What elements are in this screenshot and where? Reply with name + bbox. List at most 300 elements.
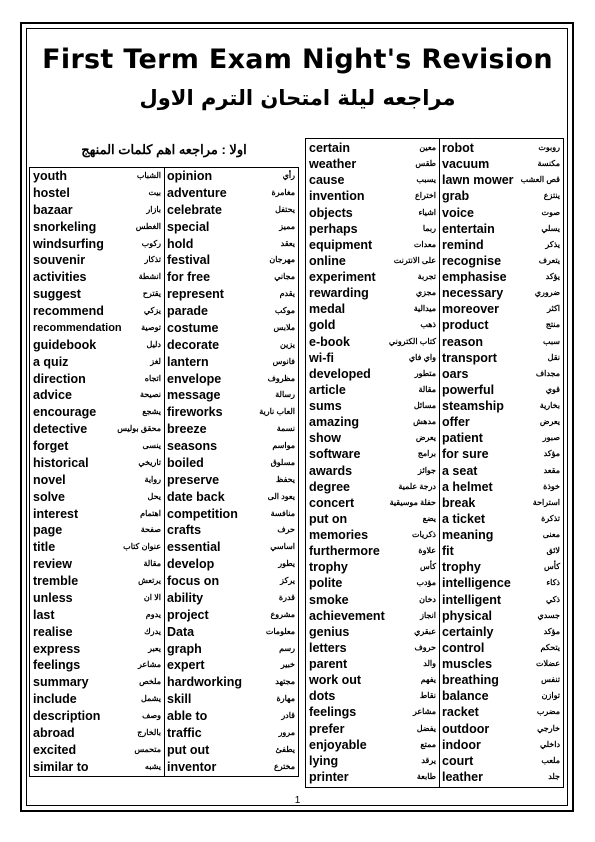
vocab-row — [440, 205, 562, 221]
vocab-row — [165, 607, 297, 624]
arabic-meaning: حروف — [414, 642, 436, 652]
vocab-row — [31, 438, 163, 455]
vocab-row — [440, 446, 562, 462]
arabic-meaning: يفضل — [416, 723, 436, 733]
english-word: certainly — [442, 624, 494, 639]
arabic-meaning: جلد — [548, 771, 560, 781]
vocab-row — [440, 479, 562, 495]
arabic-meaning: على الانترنت — [393, 255, 436, 265]
english-word: dots — [309, 689, 336, 704]
english-word: grab — [442, 189, 470, 204]
english-word: recommendation — [33, 321, 122, 334]
english-word: ability — [167, 590, 204, 605]
english-word: youth — [33, 169, 68, 183]
english-word: summary — [33, 675, 89, 690]
english-word: similar to — [33, 759, 89, 774]
vocab-row — [440, 608, 562, 624]
english-word: genius — [309, 624, 350, 639]
vocab-row — [165, 708, 297, 725]
vocab-row — [165, 438, 297, 455]
vocab-row — [165, 641, 297, 658]
vocab-row — [31, 657, 163, 674]
arabic-meaning: تذكرة — [541, 513, 560, 523]
english-word: awards — [309, 463, 353, 478]
arabic-meaning: درجة علمية — [398, 481, 436, 491]
vocab-row — [31, 421, 163, 438]
vocab-row — [440, 269, 562, 285]
vocab-row — [31, 168, 163, 185]
arabic-meaning: يشمل — [140, 694, 161, 704]
vocab-row — [165, 168, 297, 185]
vocab-row — [307, 430, 438, 446]
arabic-meaning: ملعب — [541, 755, 560, 765]
english-word: decorate — [167, 337, 220, 352]
vocab-row — [31, 404, 163, 421]
vocab-row — [165, 539, 297, 556]
vocab-row — [307, 317, 438, 333]
arabic-meaning: موكب — [274, 306, 295, 315]
english-word: equipment — [309, 237, 373, 252]
vocab-row — [31, 472, 163, 489]
english-word: envelope — [167, 371, 222, 386]
vocab-row — [31, 236, 163, 253]
english-word: outdoor — [442, 721, 490, 736]
arabic-meaning: ركوب — [141, 238, 161, 248]
arabic-meaning: لغز — [150, 356, 161, 366]
arabic-meaning: توازن — [541, 691, 560, 701]
english-word: certain — [309, 141, 350, 155]
english-word: title — [33, 540, 56, 555]
english-word: represent — [167, 287, 224, 302]
vocab-row — [307, 237, 438, 253]
arabic-meaning: رأي — [282, 171, 295, 180]
english-word: feelings — [33, 658, 81, 673]
vocab-row — [31, 269, 163, 286]
arabic-meaning: يشجع — [142, 407, 161, 417]
english-word: invention — [309, 189, 365, 204]
vocab-column-3 — [307, 140, 438, 785]
english-word: degree — [309, 479, 350, 494]
arabic-meaning: ينسى — [142, 441, 161, 450]
arabic-meaning: يعبر — [148, 643, 161, 653]
section-heading: اولا : مراجعه اهم كلمات المنهج — [81, 142, 247, 157]
arabic-meaning: يطور — [278, 559, 295, 569]
english-word: printer — [309, 769, 349, 784]
vocab-row — [307, 414, 438, 430]
vocab-row — [307, 366, 438, 382]
vocab-row — [31, 624, 163, 641]
arabic-meaning: بخارية — [539, 401, 560, 410]
arabic-meaning: يشبه — [144, 761, 161, 771]
arabic-meaning: يزكي — [143, 306, 161, 315]
arabic-meaning: يركز — [280, 576, 295, 585]
arabic-meaning: خبير — [280, 660, 295, 670]
english-word: novel — [33, 472, 66, 487]
vocab-column-2 — [165, 168, 297, 776]
arabic-meaning: يفهم — [420, 675, 436, 685]
arabic-meaning: وصف — [142, 711, 161, 720]
english-word: date back — [167, 489, 225, 504]
arabic-meaning: اتجاه — [144, 373, 161, 383]
vocab-row — [165, 219, 297, 236]
english-word: a helmet — [442, 479, 493, 494]
arabic-meaning: يدوم — [145, 609, 161, 619]
arabic-meaning: قوي — [545, 384, 560, 394]
english-word: achievement — [309, 608, 385, 623]
english-word: detective — [33, 422, 88, 437]
vocab-row — [307, 140, 438, 156]
arabic-meaning: مهرجان — [269, 255, 295, 265]
english-word: project — [167, 607, 209, 622]
arabic-meaning: معين — [419, 143, 436, 152]
vocab-row — [31, 303, 163, 320]
vocab-row — [307, 511, 438, 527]
vocab-row — [165, 691, 297, 708]
vocab-row — [165, 489, 297, 506]
vocab-row — [307, 350, 438, 366]
arabic-meaning: رسالة — [275, 390, 295, 400]
arabic-meaning: مؤكد — [543, 449, 560, 459]
english-word: message — [167, 388, 221, 403]
arabic-meaning: رسم — [279, 643, 295, 653]
english-word: work out — [309, 673, 362, 688]
vocab-row — [31, 286, 163, 303]
arabic-meaning: مجاني — [274, 272, 295, 282]
vocab-row — [165, 624, 297, 641]
arabic-meaning: معنى — [542, 530, 560, 539]
arabic-meaning: يعرض — [415, 433, 436, 443]
arabic-meaning: ذكريات — [412, 530, 436, 539]
vocab-row — [165, 522, 297, 539]
vocab-row — [307, 575, 438, 591]
english-word: entertain — [442, 221, 495, 236]
english-word: hostel — [33, 185, 70, 200]
arabic-meaning: دخان — [419, 594, 436, 604]
arabic-meaning: مجزي — [415, 288, 436, 298]
english-word: lying — [309, 753, 339, 768]
vocab-row — [307, 463, 438, 479]
arabic-meaning: طابعة — [416, 771, 436, 781]
arabic-meaning: مميز — [279, 221, 295, 231]
arabic-meaning: نقل — [547, 352, 560, 362]
arabic-meaning: جوائز — [418, 465, 436, 475]
vocab-row — [440, 253, 562, 269]
vocab-row — [31, 320, 163, 337]
english-word: guidebook — [33, 337, 97, 352]
arabic-meaning: يزين — [280, 339, 295, 349]
vocab-row — [307, 592, 438, 608]
vocab-row — [165, 759, 297, 776]
english-word: furthermore — [309, 544, 380, 559]
english-word: control — [442, 640, 485, 655]
vocab-row — [31, 252, 163, 269]
arabic-meaning: بالخارج — [137, 727, 161, 737]
arabic-meaning: منافسة — [270, 508, 295, 518]
english-word: realise — [33, 624, 73, 639]
vocab-row — [440, 495, 562, 511]
english-word: trophy — [309, 560, 348, 575]
english-word: breathing — [442, 673, 499, 688]
arabic-meaning: يسبب — [416, 175, 436, 185]
english-word: show — [309, 431, 341, 446]
vocab-row — [440, 672, 562, 688]
page-number: 1 — [294, 795, 301, 806]
vocab-column-4 — [440, 140, 562, 785]
arabic-meaning: قص العشب — [520, 175, 560, 185]
arabic-meaning: خارجي — [537, 723, 560, 733]
vocab-row — [31, 674, 163, 691]
english-word: crafts — [167, 523, 202, 538]
vocab-row — [440, 592, 562, 608]
vocab-row — [31, 742, 163, 759]
vocab-row — [165, 320, 297, 337]
arabic-meaning: يطفئ — [275, 744, 295, 754]
vocab-row — [440, 317, 562, 333]
english-word: intelligence — [442, 576, 511, 591]
english-word: last — [33, 607, 55, 622]
arabic-meaning: خوذة — [543, 481, 560, 491]
arabic-meaning: يتحكم — [540, 642, 560, 652]
arabic-meaning: مرور — [278, 727, 295, 737]
vocab-row — [440, 688, 562, 704]
arabic-meaning: واي فاي — [408, 352, 436, 362]
english-word: essential — [167, 540, 221, 555]
vocab-row — [440, 656, 562, 672]
vocab-row — [31, 185, 163, 202]
arabic-meaning: صفحة — [140, 525, 161, 535]
arabic-meaning: منتج — [545, 320, 560, 330]
vocab-row — [440, 221, 562, 237]
arabic-meaning: اهتمام — [140, 508, 161, 518]
english-word: necessary — [442, 286, 504, 301]
vocab-row — [307, 269, 438, 285]
vocab-row — [307, 559, 438, 575]
vocab-row — [307, 156, 438, 172]
arabic-meaning: مشاعر — [412, 707, 436, 717]
arabic-meaning: عنوان كتاب — [123, 542, 161, 552]
arabic-meaning: انجاز — [420, 610, 436, 620]
vocab-row — [165, 185, 297, 202]
vocab-row — [31, 725, 163, 742]
english-word: boiled — [167, 455, 204, 470]
vocab-row — [307, 543, 438, 559]
vocab-row — [31, 219, 163, 236]
english-word: tremble — [33, 574, 79, 588]
english-word: solve — [33, 489, 65, 504]
vocab-row — [440, 527, 562, 543]
vocab-row — [31, 607, 163, 624]
english-word: adventure — [167, 185, 227, 200]
vocab-row — [165, 556, 297, 573]
english-word: Data — [167, 624, 195, 639]
english-word: competition — [167, 506, 238, 521]
arabic-meaning: ربما — [422, 223, 436, 233]
english-word: costume — [167, 320, 219, 335]
english-word: experiment — [309, 270, 376, 284]
arabic-meaning: اساسي — [270, 542, 295, 552]
arabic-meaning: مدهش — [413, 417, 436, 427]
arabic-meaning: الا ان — [143, 592, 161, 602]
english-word: emphasise — [442, 270, 507, 284]
arabic-meaning: تاريخي — [138, 457, 161, 467]
vocab-row — [307, 753, 438, 769]
vocab-row — [31, 387, 163, 404]
english-word: voice — [442, 205, 474, 220]
vocab-row — [440, 753, 562, 769]
arabic-meaning: قادر — [281, 711, 295, 720]
vocab-row — [440, 430, 562, 446]
english-word: bazaar — [33, 202, 73, 217]
arabic-meaning: سبب — [543, 336, 560, 346]
arabic-meaning: مجتهد — [275, 677, 295, 687]
vocab-row — [440, 575, 562, 591]
arabic-meaning: اختراع — [415, 191, 436, 201]
arabic-meaning: حفلة موسيقية — [389, 497, 436, 507]
english-word: encourage — [33, 405, 97, 420]
arabic-meaning: يحتفل — [275, 204, 295, 214]
vocab-row — [31, 590, 163, 607]
english-word: parent — [309, 657, 348, 671]
arabic-meaning: يضع — [422, 513, 436, 523]
arabic-meaning: متطور — [414, 368, 436, 378]
english-word: transport — [442, 350, 497, 365]
english-word: skill — [167, 692, 192, 707]
vocab-row — [165, 371, 297, 388]
english-word: express — [33, 641, 81, 656]
arabic-meaning: مضرب — [536, 707, 560, 717]
english-word: breeze — [167, 422, 207, 437]
arabic-meaning: داخلي — [539, 739, 560, 749]
english-word: smoke — [309, 592, 349, 607]
vocab-row — [307, 769, 438, 785]
vocab-row — [31, 539, 163, 556]
vocab-row — [165, 337, 297, 354]
english-word: for sure — [442, 447, 489, 462]
english-word: put out — [167, 742, 210, 757]
vocab-row — [440, 704, 562, 720]
arabic-meaning: مشروع — [270, 609, 295, 619]
english-word: fireworks — [167, 405, 223, 420]
english-word: include — [33, 692, 77, 707]
vocab-row — [440, 382, 562, 398]
vocab-row — [440, 463, 562, 479]
arabic-meaning: ممتع — [420, 739, 436, 749]
arabic-meaning: معلومات — [265, 626, 295, 636]
vocab-row — [440, 398, 562, 414]
vocab-row — [307, 334, 438, 350]
vocab-row — [440, 640, 562, 656]
english-word: perhaps — [309, 221, 358, 236]
english-word: break — [442, 495, 476, 510]
arabic-meaning: كتاب الكتروني — [388, 336, 436, 346]
vocab-row — [165, 674, 297, 691]
vocab-row — [440, 737, 562, 753]
english-word: racket — [442, 705, 479, 720]
english-word: gold — [309, 318, 336, 333]
english-word: muscles — [442, 657, 493, 671]
vocab-row — [440, 350, 562, 366]
english-word: concert — [309, 495, 355, 510]
vocab-row — [440, 237, 562, 253]
english-word: court — [442, 753, 474, 768]
vocab-row — [31, 556, 163, 573]
vocab-row — [307, 205, 438, 221]
english-word: recommend — [33, 304, 104, 318]
vocab-row — [165, 252, 297, 269]
english-word: souvenir — [33, 253, 86, 268]
english-word: graph — [167, 641, 202, 656]
vocab-row — [165, 387, 297, 404]
vocab-row — [307, 704, 438, 720]
vocab-row — [307, 672, 438, 688]
english-word: intelligent — [442, 592, 502, 607]
vocab-row — [165, 303, 297, 320]
vocab-row — [307, 446, 438, 462]
vocab-row — [31, 759, 163, 776]
vocab-row — [165, 455, 297, 472]
vocab-row — [307, 398, 438, 414]
arabic-meaning: برامج — [417, 449, 436, 459]
vocab-row — [31, 489, 163, 506]
vocab-row — [307, 737, 438, 753]
english-word: powerful — [442, 382, 495, 397]
english-word: remind — [442, 237, 484, 252]
arabic-meaning: اشياء — [418, 207, 436, 217]
arabic-meaning: صوت — [541, 207, 560, 217]
arabic-meaning: مسلوق — [270, 457, 295, 467]
vocab-row — [440, 366, 562, 382]
vocab-row — [31, 455, 163, 472]
english-word: recognise — [442, 253, 502, 268]
vocab-row — [440, 511, 562, 527]
arabic-meaning: مؤكد — [543, 626, 560, 636]
english-word: activities — [33, 270, 87, 285]
english-word: software — [309, 447, 361, 462]
arabic-meaning: بازار — [146, 204, 161, 214]
vocab-row — [440, 140, 562, 156]
arabic-meaning: لائق — [546, 546, 560, 556]
vocab-row — [31, 371, 163, 388]
vocab-row — [31, 354, 163, 371]
english-word: suggest — [33, 287, 81, 302]
arabic-meaning: نسمة — [276, 424, 295, 434]
english-word: parade — [167, 304, 208, 318]
english-word: festival — [167, 253, 211, 268]
english-word: inventor — [167, 759, 217, 774]
vocab-row — [307, 527, 438, 543]
vocab-row — [165, 404, 297, 421]
arabic-meaning: دليل — [146, 339, 161, 349]
vocab-row — [165, 657, 297, 674]
arabic-meaning: عبقري — [414, 626, 436, 636]
vocab-row — [307, 688, 438, 704]
vocab-row — [165, 590, 297, 607]
vocab-row — [307, 301, 438, 317]
arabic-meaning: متحمس — [134, 744, 161, 754]
page-title: First Term Exam Night's Revision — [42, 44, 553, 75]
arabic-meaning: يرقد — [421, 755, 436, 765]
arabic-meaning: مشاعر — [137, 660, 161, 670]
english-word: for free — [167, 270, 211, 285]
arabic-meaning: انشطة — [138, 272, 161, 282]
vocab-row — [440, 334, 562, 350]
arabic-meaning: توصية — [141, 322, 161, 332]
vocab-row — [165, 354, 297, 371]
english-word: fit — [442, 544, 454, 559]
vocab-row — [165, 269, 297, 286]
arabic-meaning: صبور — [542, 433, 560, 443]
vocab-row — [440, 624, 562, 640]
